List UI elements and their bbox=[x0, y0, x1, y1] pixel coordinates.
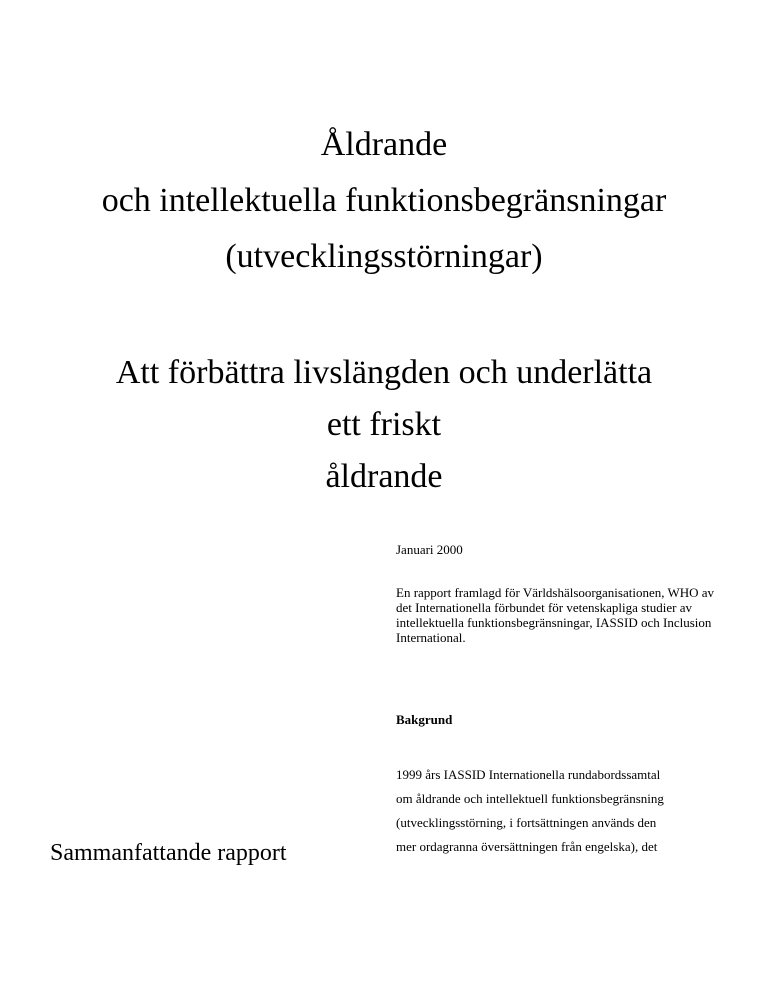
background-heading: Bakgrund bbox=[396, 712, 453, 727]
subtitle-line-2: ett friskt bbox=[326, 406, 442, 443]
subtitle-line-1: Att förbättra livslängden och underlätta bbox=[115, 354, 653, 391]
background-line: (utvecklingsstörning, i fortsättningen används den bbox=[396, 815, 657, 830]
background-line: mer ordagranna översättningen från engelska), det bbox=[396, 839, 658, 854]
title-line-3: (utvecklingsstörningar) bbox=[225, 238, 543, 275]
report-description: En rapport framlagd för Världshälsoorganisationen, WHO av det Internationella förbundet för vetenskapliga studier av intellektuella funktionsbegränsningar, IASSID och Inclusion International. bbox=[396, 585, 715, 645]
title-line-1: Åldrande bbox=[320, 126, 448, 163]
background-line: om åldrande och intellektuell funktionsbegränsning bbox=[396, 791, 664, 806]
report-date: Januari 2000 bbox=[396, 542, 463, 557]
subtitle-line-3: åldrande bbox=[325, 458, 443, 495]
summary-label: Sammanfattande rapport bbox=[50, 840, 287, 866]
background-text bbox=[396, 763, 716, 859]
title-line-2: och intellektuella funktionsbegränsningar bbox=[101, 182, 667, 219]
background-line: 1999 års IASSID Internationella rundabordssamtal bbox=[396, 767, 661, 782]
